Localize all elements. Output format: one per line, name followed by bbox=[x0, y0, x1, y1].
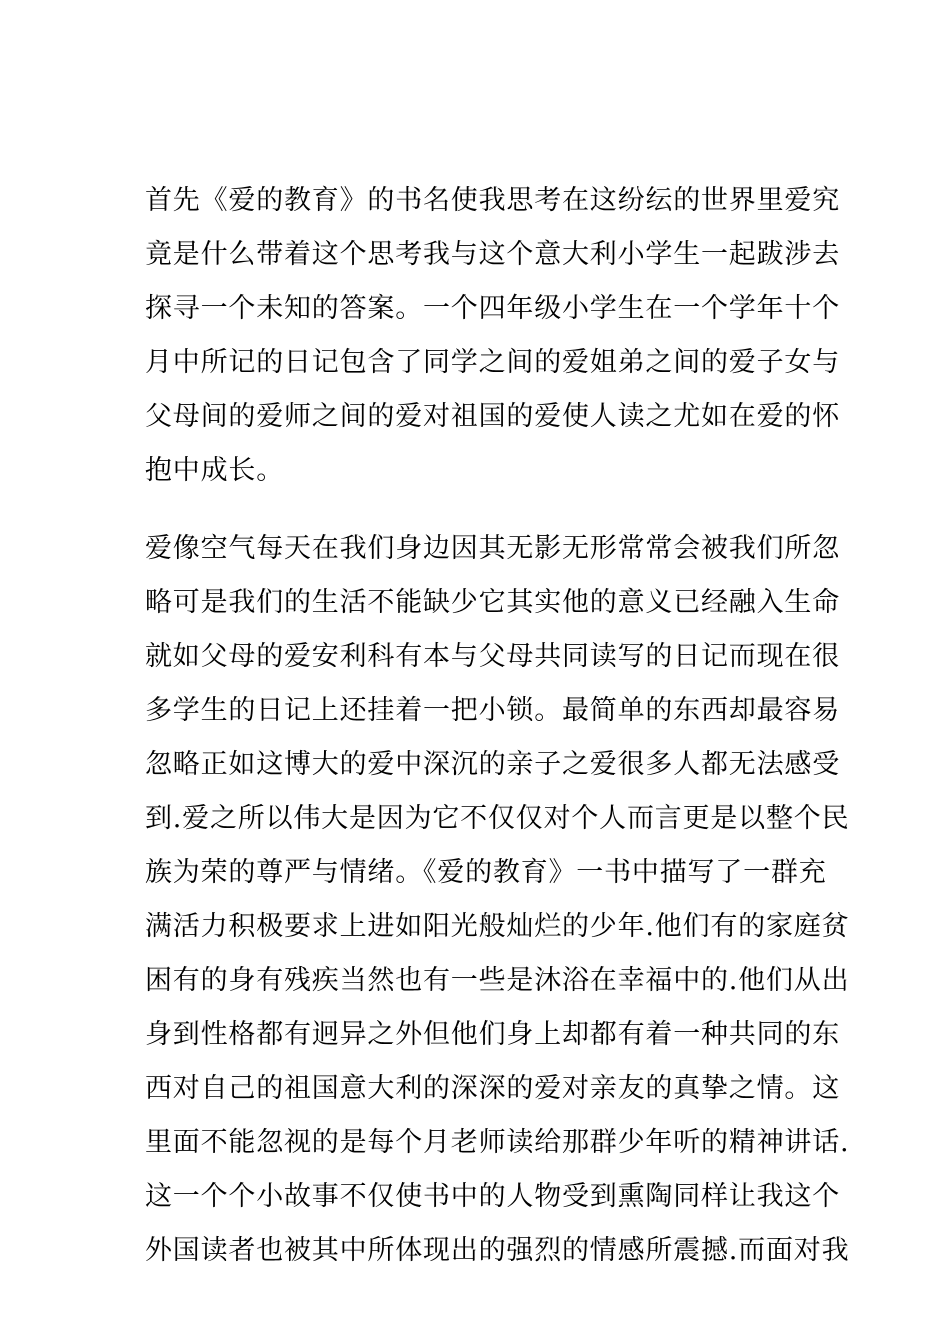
paragraph-2 bbox=[145, 522, 850, 1278]
text-line: 竟是什么带着这个思考我与这个意大利小学生一起跋涉去 bbox=[145, 239, 840, 270]
text-line: 到.爱之所以伟大是因为它不仅仅对个人而言更是以整个民 bbox=[145, 803, 850, 834]
text-line: 爱像空气每天在我们身边因其无影无形常常会被我们所忽 bbox=[145, 533, 840, 564]
text-line: 忽略正如这博大的爱中深沉的亲子之爱很多人都无法感受 bbox=[145, 749, 840, 780]
text-line: 身到性格都有迥异之外但他们身上却都有着一种共同的东 bbox=[145, 1019, 840, 1050]
text-line: 就如父母的爱安利科有本与父母共同读写的日记而现在很 bbox=[145, 641, 840, 672]
text-line: 西对自己的祖国意大利的深深的爱对亲友的真挚之情。这 bbox=[145, 1073, 840, 1104]
text-line: 多学生的日记上还挂着一把小锁。最简单的东西却最容易 bbox=[145, 695, 840, 726]
text-line: 族为荣的尊严与情绪。《爱的教育》一书中描写了一群充 bbox=[145, 857, 827, 888]
text-line: 这一个个小故事不仅使书中的人物受到熏陶同样让我这个 bbox=[145, 1181, 840, 1212]
text-line: 满活力积极要求上进如阳光般灿烂的少年.他们有的家庭贫 bbox=[145, 911, 850, 942]
text-line: 月中所记的日记包含了同学之间的爱姐弟之间的爱子女与 bbox=[145, 347, 840, 378]
text-line: 首先《爱的教育》的书名使我思考在这纷纭的世界里爱究 bbox=[145, 185, 840, 216]
text-line: 抱中成长。 bbox=[145, 455, 284, 486]
text-line: 父母间的爱师之间的爱对祖国的爱使人读之尤如在爱的怀 bbox=[145, 401, 840, 432]
text-line: 困有的身有残疾当然也有一些是沐浴在幸福中的.他们从出 bbox=[145, 965, 850, 996]
text-line: 里面不能忽视的是每个月老师读给那群少年听的精神讲话. bbox=[145, 1127, 850, 1158]
text-line: 探寻一个未知的答案。一个四年级小学生在一个学年十个 bbox=[145, 293, 840, 324]
text-line: 略可是我们的生活不能缺少它其实他的意义已经融入生命 bbox=[145, 587, 840, 618]
paragraph-1 bbox=[145, 174, 840, 498]
text-line: 外国读者也被其中所体现出的强烈的情感所震撼.而面对我 bbox=[145, 1235, 850, 1266]
